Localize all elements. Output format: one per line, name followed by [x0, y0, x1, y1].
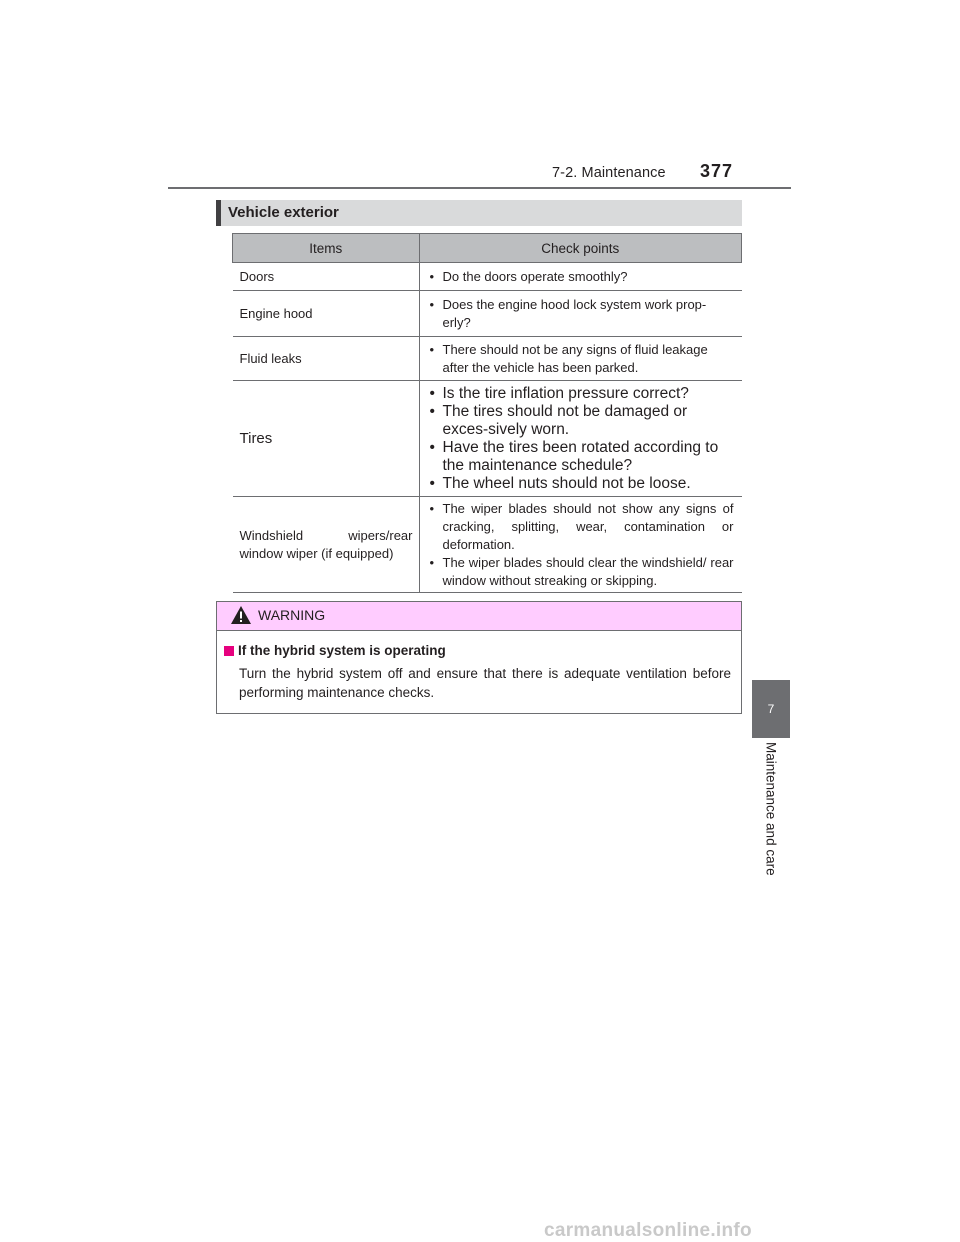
check-point: • The wiper blades should not show any signs of cracking, splitting, wear, contamination or deformation. [428, 500, 734, 554]
column-header-check-points: Check points [419, 234, 742, 263]
section-heading-bar [216, 200, 742, 226]
check-points-cell [419, 263, 742, 291]
item-engine-hood: Engine hood [233, 291, 420, 337]
exterior-check-table [232, 233, 742, 593]
warning-header [217, 602, 741, 631]
check-points-cell [419, 381, 742, 497]
chapter-side-label [752, 738, 790, 898]
check-points-cell [419, 291, 742, 337]
check-point: • Does the engine hood lock system work prop-erly? [428, 296, 734, 332]
table-header-row [233, 234, 742, 263]
square-bullet-icon [224, 646, 234, 656]
section-title: Vehicle exterior [228, 204, 339, 221]
table-row [233, 497, 742, 593]
watermark: carmanualsonline.info [544, 1220, 752, 1241]
warning-subheading-text: If the hybrid system is operating [238, 643, 446, 658]
item-windshield-wipers-label: Windshield wipers/rear window wiper (if equipped) [239, 527, 413, 561]
check-point: • The tires should not be damaged or exces-sively worn. [428, 403, 734, 439]
header-rule [168, 187, 791, 189]
warning-box [216, 601, 742, 714]
check-point: • Have the tires been rotated according to the maintenance schedule? [428, 439, 734, 475]
warning-body [217, 631, 741, 713]
chapter-number: 7 [767, 702, 775, 716]
table-row [233, 291, 742, 337]
check-point: • There should not be any signs of fluid leakage after the vehicle has been parked. [428, 341, 734, 377]
chapter-tab [752, 680, 790, 738]
warning-text: Turn the hybrid system off and ensure that there is adequate ventilation before performing maintenance checks. [239, 666, 731, 700]
check-point: • The wheel nuts should not be loose. [428, 475, 734, 493]
check-points-cell [419, 337, 742, 381]
warning-triangle-icon [230, 605, 252, 625]
check-points-cell [419, 497, 742, 593]
page-number: 377 [700, 161, 734, 181]
item-windshield-wipers [233, 497, 420, 593]
table-row [233, 381, 742, 497]
column-header-items: Items [233, 234, 420, 263]
check-point: • Do the doors operate smoothly? [428, 268, 734, 286]
section-header: 7-2. Maintenance [552, 165, 666, 181]
item-tires: Tires [233, 381, 420, 497]
table-row [233, 337, 742, 381]
warning-title: WARNING [258, 607, 326, 623]
check-point: • Is the tire inflation pressure correct? [428, 385, 734, 403]
table-row [233, 263, 742, 291]
item-doors: Doors [233, 263, 420, 291]
section-marker [216, 200, 221, 226]
item-fluid-leaks: Fluid leaks [233, 337, 420, 381]
chapter-title: Maintenance and care [763, 742, 779, 876]
check-point: • The wiper blades should clear the windshield/ rear window without streaking or skipping. [428, 554, 734, 590]
warning-subheading [224, 643, 446, 658]
